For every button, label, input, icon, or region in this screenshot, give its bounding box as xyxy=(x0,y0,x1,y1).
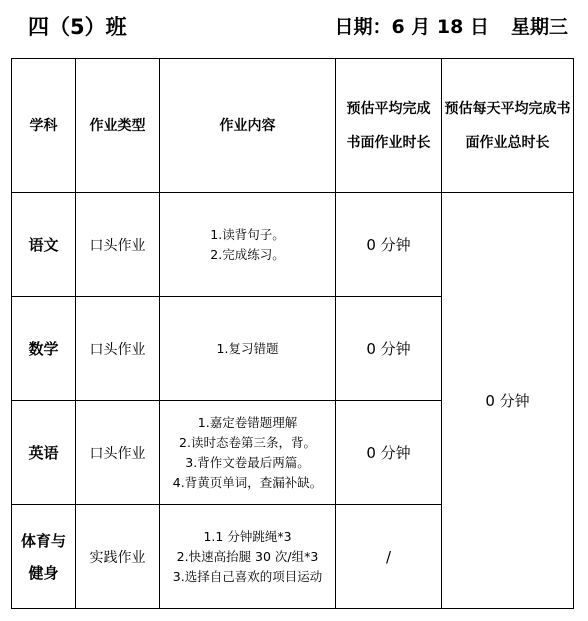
homework-type-cell: 实践作业 xyxy=(76,505,160,609)
header-content: 作业内容 xyxy=(160,59,336,193)
header-subject: 学科 xyxy=(12,59,76,193)
estimated-time-cell: 0 分钟 xyxy=(336,401,442,505)
homework-content-cell xyxy=(160,193,336,297)
homework-type-cell: 口头作业 xyxy=(76,193,160,297)
content-item: 3.选择自己喜欢的项目运动 xyxy=(172,568,323,584)
homework-content-cell xyxy=(160,505,336,609)
content-item: 1.嘉定卷错题理解 xyxy=(197,414,298,430)
content-item: 3.背作文卷最后两篇。 xyxy=(185,454,310,470)
table-row xyxy=(12,193,574,297)
content-item: 2.完成练习。 xyxy=(210,246,285,262)
homework-type-cell: 口头作业 xyxy=(76,297,160,401)
class-title: 四（5）班 xyxy=(28,15,127,39)
date-label: 日期：6 月 18 日 xyxy=(334,16,489,38)
estimated-time-cell: 0 分钟 xyxy=(336,193,442,297)
header-total-time: 预估每天平均完成书面作业总时长 xyxy=(442,59,574,193)
content-item: 1.1 分钟跳绳*3 xyxy=(203,528,292,544)
content-item: 1.读背句子。 xyxy=(210,226,285,242)
date-line xyxy=(334,12,568,42)
content-item: 4.背黄页单词，查漏补缺。 xyxy=(172,474,323,490)
estimated-time-cell: 0 分钟 xyxy=(336,297,442,401)
estimated-time-cell: / xyxy=(336,505,442,609)
header-estimated-time: 预估平均完成书面作业时长 xyxy=(336,59,442,193)
content-item: 2.快速高抬腿 30 次/组*3 xyxy=(176,548,319,564)
subject-cell: 英语 xyxy=(12,401,76,505)
subject-cell: 体育与健身 xyxy=(12,505,76,609)
table-header-row xyxy=(12,59,574,193)
total-time-cell: 0 分钟 xyxy=(442,193,574,609)
content-item: 2.读时态卷第三条，背。 xyxy=(179,434,316,450)
homework-table xyxy=(11,58,574,609)
content-item: 1.复习错题 xyxy=(216,340,279,356)
subject-cell: 语文 xyxy=(12,193,76,297)
homework-content-cell xyxy=(160,401,336,505)
homework-content-cell xyxy=(160,297,336,401)
header-type: 作业类型 xyxy=(76,59,160,193)
homework-type-cell: 口头作业 xyxy=(76,401,160,505)
page-header xyxy=(0,12,588,46)
subject-cell: 数学 xyxy=(12,297,76,401)
weekday-label: 星期三 xyxy=(510,16,568,38)
